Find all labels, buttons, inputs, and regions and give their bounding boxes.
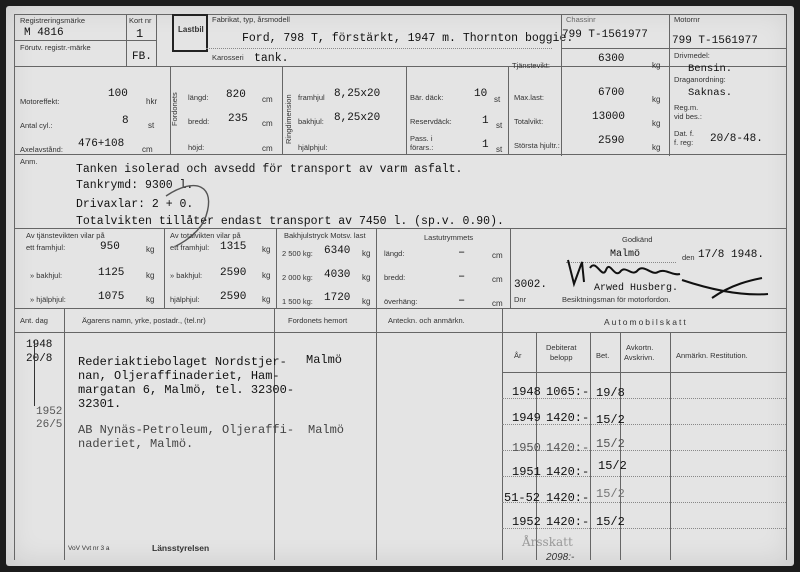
registration-card	[6, 6, 794, 566]
b2500-value: 6340	[324, 245, 351, 257]
motoreffekt-label: Motoreffekt:	[20, 97, 60, 106]
tot-fram-value: 1315	[220, 241, 247, 253]
godkand-label: Godkänd	[622, 235, 653, 244]
divider	[206, 48, 552, 49]
cm-unit: cm	[142, 145, 153, 154]
lu-overhang-value: –	[458, 293, 466, 307]
ringdim-label: Ringdimension	[284, 94, 293, 144]
arsskatt-value: 2098:-	[546, 552, 575, 563]
cm-unit: cm	[262, 144, 273, 153]
kg-unit: kg	[146, 295, 155, 304]
tax-title: Automobilskatt	[604, 317, 688, 327]
frame-left	[14, 14, 15, 560]
divider	[670, 332, 671, 560]
owner-2-line-2: naderiet, Malmö.	[78, 437, 194, 451]
cm-unit: cm	[492, 275, 503, 284]
col-hemort: Fordonets hemort	[288, 316, 348, 325]
den-label: den	[682, 253, 695, 262]
dnr-value: 3002.	[514, 279, 548, 291]
divider	[502, 476, 786, 477]
totalvikt-value: 13000	[592, 111, 626, 123]
col-bet: Bet.	[596, 351, 610, 360]
regm-label: Reg.m.	[674, 103, 699, 112]
kg-unit: kg	[652, 61, 661, 70]
b2500-label: 2 500 kg:	[282, 249, 313, 258]
maxlast-label: Max.last:	[514, 93, 545, 102]
divider	[502, 528, 786, 529]
fabrikat-value: Ford, 798 T, förstärkt, 1947 m. Thornton boggie.	[242, 32, 574, 45]
divider	[502, 372, 786, 373]
owner-1-day: 20/8	[26, 353, 53, 365]
divider	[502, 450, 786, 451]
lastbil-label: Lastbil	[178, 25, 204, 34]
hjultr-label: Största hjultr.:	[514, 141, 560, 150]
bakhjul-label: bakhjul:	[298, 117, 324, 126]
kg-unit: kg	[146, 245, 155, 254]
lu-bredd-value: –	[458, 269, 466, 283]
datf-label2: f. reg:	[674, 138, 694, 147]
col-debiterat: Debiterat	[546, 343, 577, 352]
col-anmarkn: Anmärkn. Restitution.	[676, 351, 748, 360]
divider	[64, 308, 65, 560]
fb-value: FB.	[132, 51, 152, 63]
owner-1-line-4: 32301.	[78, 397, 122, 411]
anm-line-4: Totalvikten tillåter endast transport av 7450 l. (sp.v. 0.90).	[76, 215, 504, 228]
tj-hjalp-value: 1075	[98, 291, 125, 303]
lu-bredd-label: bredd:	[384, 273, 406, 282]
frame-right	[786, 14, 787, 560]
drivmedel-value: Bensin.	[688, 63, 733, 75]
tax-row-2-paid: 15/2	[596, 413, 625, 427]
bakhjul-value: 8,25x20	[334, 112, 381, 124]
arsskatt-stamp: Årsskatt	[522, 535, 573, 549]
tax-row-5-paid: 15/2	[596, 487, 625, 501]
framhjul-value: 8,25x20	[334, 88, 381, 100]
owner-1-line-3: margatan 6, Malmö, tel. 32300-	[78, 383, 295, 397]
tot-bak-value: 2590	[220, 267, 247, 279]
divider	[502, 424, 786, 425]
divider	[14, 308, 786, 309]
kort-value: 1	[136, 27, 144, 41]
cm-unit: cm	[262, 119, 273, 128]
divider	[164, 228, 165, 308]
divider	[510, 228, 511, 308]
tax-row-6-paid: 15/2	[596, 515, 625, 529]
bakhjul-header: Bakhjulstryck Motsv. last	[284, 231, 366, 240]
chassinr-label: Chassinr	[566, 15, 596, 24]
reg-value: M 4816	[24, 27, 64, 39]
anm-line-2: Tankrymd: 9300 l.	[76, 179, 194, 192]
antalcyl-label: Antal cyl.:	[20, 121, 53, 130]
b2000-label: 2 000 kg:	[282, 273, 313, 282]
kg-unit: kg	[146, 271, 155, 280]
karosseri-value: tank.	[254, 52, 289, 65]
st-unit: st	[496, 145, 503, 154]
kg-unit: kg	[262, 271, 271, 280]
chassinr-value: 799 T-1561977	[562, 29, 648, 41]
lansstyrelsen-label: Länsstyrelsen	[152, 543, 210, 553]
st-unit: st	[494, 95, 501, 104]
tot-header: Av totalvikten vilar på	[170, 231, 241, 240]
tax-row-2-year: 1949	[512, 411, 541, 425]
col-avkortn: Avkortn.	[626, 343, 654, 352]
tax-row-3-year: 1950	[512, 441, 541, 455]
lu-langd-value: –	[458, 245, 466, 259]
divider	[14, 40, 156, 41]
motornr-label: Motornr	[674, 15, 700, 24]
langd-value: 820	[226, 89, 246, 101]
bredd-value: 235	[228, 113, 248, 125]
kg-unit: kg	[362, 249, 371, 258]
tax-row-5-year: 51-52	[504, 491, 541, 505]
divider	[276, 228, 277, 308]
owner-1-hemort: Malmö	[306, 353, 343, 367]
bardack-value: 10	[474, 88, 488, 100]
kg-unit: kg	[362, 273, 371, 282]
tax-row-3-amount: 1420:-	[546, 441, 590, 455]
owner-1-line-2: nan, Oljeraffinaderiet, Ham-	[78, 369, 280, 383]
lu-overhang-label: överhäng:	[384, 297, 418, 306]
divider	[14, 154, 786, 155]
maxlast-value: 6700	[598, 87, 625, 99]
motoreffekt-value: 100	[108, 88, 128, 100]
approval-city: Malmö	[610, 249, 641, 260]
tax-row-2-amount: 1420:-	[546, 411, 590, 425]
langd-label: längd:	[188, 93, 209, 102]
datf-label: Dat. f.	[674, 129, 695, 138]
pass-label: Pass. i	[410, 134, 433, 143]
tj-fram-value: 950	[100, 241, 120, 253]
divider	[376, 228, 377, 308]
tot-bak-label: » bakhjul:	[170, 271, 203, 280]
tax-row-6-amount: 1420:-	[546, 515, 590, 529]
divider	[561, 48, 786, 49]
divider	[669, 14, 670, 156]
cm-unit: cm	[492, 299, 503, 308]
besiktningsman-label: Besiktningsman för motorfordon.	[562, 295, 671, 304]
pass-label2: förars.:	[410, 143, 434, 152]
tot-hjalp-label: hjälphjul:	[170, 295, 200, 304]
divider	[376, 308, 377, 560]
kg-unit: kg	[262, 245, 271, 254]
karosseri-label: Karosseri	[212, 53, 244, 62]
draganordning-label: Draganordning:	[674, 75, 726, 84]
tax-row-1-amount: 1065:-	[546, 385, 590, 399]
owner-2-line-1: AB Nynäs-Petroleum, Oljeraffi-	[78, 423, 295, 437]
reg-label: Registreringsmärke	[20, 16, 86, 25]
tax-row-5-amount: 1420:-	[546, 491, 590, 505]
kg-unit: kg	[652, 143, 661, 152]
divider	[282, 66, 283, 154]
tax-row-4-paid: 15/2	[598, 459, 627, 473]
b2000-value: 4030	[324, 269, 351, 281]
fabrikat-label: Fabrikat, typ, årsmodell	[212, 15, 290, 24]
tax-row-4-year: 1951	[512, 465, 541, 479]
kg-unit: kg	[262, 295, 271, 304]
col-belopp: belopp	[550, 353, 573, 362]
divider	[590, 332, 591, 560]
cm-unit: cm	[262, 95, 273, 104]
divider	[34, 340, 35, 406]
col-avskrivn: Avskrivn.	[624, 353, 655, 362]
tax-row-6-year: 1952	[512, 515, 541, 529]
frame-top	[14, 14, 786, 15]
tot-hjalp-value: 2590	[220, 291, 247, 303]
forutv-label: Förutv. registr.-märke	[20, 43, 91, 52]
hjultr-value: 2590	[598, 135, 625, 147]
tj-hjalp-label: » hjälphjul:	[30, 295, 66, 304]
anm-line-3: Drivaxlar: 2 + 0.	[76, 198, 194, 211]
bardack-label: Bär. däck:	[410, 93, 444, 102]
motornr-value: 799 T-1561977	[672, 35, 758, 47]
tjanstevikt-label: Tjänstevikt:	[512, 61, 550, 70]
reservdack-value: 1	[482, 115, 489, 127]
signature	[562, 250, 772, 306]
hjalphjul-label: hjälphjul:	[298, 143, 328, 152]
tax-row-3-paid: 15/2	[596, 437, 625, 451]
reservdack-label: Reservdäck:	[410, 117, 452, 126]
divider	[502, 502, 786, 503]
divider	[156, 14, 157, 66]
datf-value: 20/8-48.	[710, 133, 763, 145]
col-ar: År	[514, 351, 522, 360]
drivmedel-label: Drivmedel:	[674, 51, 710, 60]
col-anteckn: Anteckn. och anmärkn.	[388, 316, 465, 325]
kort-label: Kort nr	[129, 16, 152, 25]
tj-header: Av tjänstevikten vilar på	[26, 231, 105, 240]
fordonets-label: Fordonets	[170, 92, 179, 126]
tax-row-1-year: 1948	[512, 385, 541, 399]
pass-value: 1	[482, 139, 489, 151]
owner-2-year: 1952	[36, 406, 63, 418]
anm-line-1: Tanken isolerad och avsedd för transport av varm asfalt.	[76, 163, 463, 176]
tj-bak-label: » bakhjul:	[30, 271, 63, 280]
hojd-label: höjd:	[188, 143, 205, 152]
tjanstevikt-value: 6300	[598, 53, 625, 65]
bredd-label: bredd:	[188, 117, 210, 126]
divider	[14, 66, 786, 67]
totalvikt-label: Totalvikt:	[514, 117, 544, 126]
kg-unit: kg	[362, 297, 371, 306]
tj-bak-value: 1125	[98, 267, 125, 279]
hkr-unit: hkr	[146, 97, 158, 106]
st-unit: st	[148, 121, 155, 130]
owner-1-year: 1948	[26, 339, 53, 351]
tot-fram-label: ett framhjul:	[170, 243, 210, 252]
axelavstand-label: Axelavstånd:	[20, 145, 63, 154]
anm-label: Anm.	[20, 157, 38, 166]
col-agare: Ägarens namn, yrke, postadr., (tel.nr)	[82, 316, 206, 325]
kg-unit: kg	[652, 119, 661, 128]
col-antdag: Ant. dag	[20, 316, 48, 325]
form-number: VoV Vvt nr 3 a	[68, 545, 110, 552]
divider	[14, 228, 786, 229]
owner-2-hemort: Malmö	[308, 423, 345, 437]
axelavstand-value: 476+108	[78, 138, 125, 150]
b1500-label: 1 500 kg:	[282, 297, 313, 306]
inspector-name: Arwed Husberg.	[594, 283, 679, 294]
approval-date: 17/8 1948.	[698, 249, 765, 261]
divider	[502, 308, 503, 560]
cm-unit: cm	[492, 251, 503, 260]
draganordning-value: Saknas.	[688, 87, 733, 99]
tj-fram-label: ett framhjul:	[26, 243, 66, 252]
antalcyl-value: 8	[122, 115, 129, 127]
tax-row-1-paid: 19/8	[596, 386, 625, 400]
lu-langd-label: längd:	[384, 249, 405, 258]
framhjul-label: framhjul	[298, 93, 325, 102]
owner-1-line-1: Rederiaktiebolaget Nordstjer-	[78, 355, 287, 369]
divider	[406, 66, 407, 154]
owner-2-day: 26/5	[36, 419, 63, 431]
lastutrymmets-label: Lastutrymmets	[424, 233, 474, 242]
divider	[502, 398, 786, 399]
kg-unit: kg	[652, 95, 661, 104]
dnr-label: Dnr	[514, 295, 527, 304]
b1500-value: 1720	[324, 292, 351, 304]
regm-label2: vid bes.:	[674, 112, 702, 121]
tax-row-4-amount: 1420:-	[546, 465, 590, 479]
divider	[508, 66, 509, 154]
st-unit: st	[496, 121, 503, 130]
